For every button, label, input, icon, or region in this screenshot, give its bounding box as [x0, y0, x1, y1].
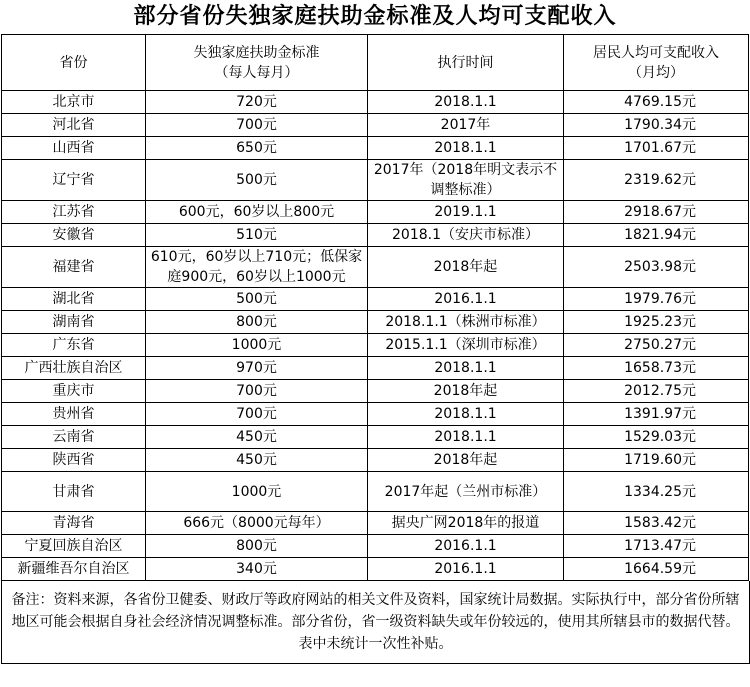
cell-standard: 700元	[146, 403, 368, 426]
cell-time: 2018.1.1	[368, 137, 564, 160]
header-income-label: 居民人均可支配收入	[593, 44, 719, 61]
table-row	[2, 380, 749, 403]
cell-standard: 610元，60岁以上710元；低保家庭900元，60岁以上1000元	[146, 247, 368, 288]
table-row	[2, 334, 749, 357]
cell-standard: 720元	[146, 91, 368, 114]
table-row	[2, 357, 749, 380]
cell-standard: 970元	[146, 357, 368, 380]
cell-standard: 700元	[146, 380, 368, 403]
table-row	[2, 114, 749, 137]
cell-income: 4769.15元	[564, 91, 749, 114]
table-row	[2, 311, 749, 334]
table-row	[2, 449, 749, 472]
cell-time: 2018.1.1	[368, 91, 564, 114]
table-row	[2, 137, 749, 160]
header-standard-label: 失独家庭扶助金标准	[193, 44, 320, 61]
cell-standard: 700元	[146, 114, 368, 137]
cell-time: 2018.1.1	[368, 403, 564, 426]
cell-standard: 666元（8000元每年）	[146, 512, 368, 535]
cell-time: 2018.1（安庆市标准）	[368, 224, 564, 247]
cell-income: 1701.67元	[564, 137, 749, 160]
cell-income: 1719.60元	[564, 449, 749, 472]
cell-time: 2018.1.1（株洲市标准）	[368, 311, 564, 334]
cell-time: 2018年起	[368, 380, 564, 403]
cell-income: 1391.97元	[564, 403, 749, 426]
cell-province: 河北省	[2, 114, 146, 137]
cell-income: 2012.75元	[564, 380, 749, 403]
cell-province: 甘肃省	[2, 472, 146, 512]
cell-province: 宁夏回族自治区	[2, 535, 146, 558]
cell-standard: 450元	[146, 449, 368, 472]
header-province: 省份	[2, 35, 146, 91]
table-row	[2, 160, 749, 201]
cell-province: 广东省	[2, 334, 146, 357]
cell-income: 1925.23元	[564, 311, 749, 334]
cell-province: 安徽省	[2, 224, 146, 247]
cell-province: 云南省	[2, 426, 146, 449]
cell-income: 1658.73元	[564, 357, 749, 380]
table-row	[2, 426, 749, 449]
cell-time: 2016.1.1	[368, 535, 564, 558]
cell-standard: 500元	[146, 160, 368, 201]
cell-time: 2017年	[368, 114, 564, 137]
cell-standard: 340元	[146, 558, 368, 581]
cell-province: 福建省	[2, 247, 146, 288]
table-row	[2, 288, 749, 311]
cell-income: 1664.59元	[564, 558, 749, 581]
cell-province: 新疆维吾尔自治区	[2, 558, 146, 581]
cell-time: 据央广网2018年的报道	[368, 512, 564, 535]
header-income-sub: （月均）	[628, 64, 684, 81]
cell-income: 1979.76元	[564, 288, 749, 311]
cell-time: 2018年起	[368, 449, 564, 472]
table-row	[2, 201, 749, 224]
table-row	[2, 91, 749, 114]
cell-income: 1583.42元	[564, 512, 749, 535]
cell-province: 辽宁省	[2, 160, 146, 201]
cell-time: 2017年（2018年明文表示不调整标准）	[368, 160, 564, 201]
page-title: 部分省份失独家庭扶助金标准及人均可支配收入	[133, 4, 617, 29]
table-row	[2, 535, 749, 558]
cell-income: 1821.94元	[564, 224, 749, 247]
cell-standard: 800元	[146, 311, 368, 334]
cell-income: 2750.27元	[564, 334, 749, 357]
table-row	[2, 472, 749, 512]
header-standard-sub: （每人每月）	[214, 64, 299, 81]
header-income	[564, 35, 749, 91]
cell-standard: 600元，60岁以上800元	[146, 201, 368, 224]
cell-standard: 500元	[146, 288, 368, 311]
cell-income: 1529.03元	[564, 426, 749, 449]
cell-province: 陕西省	[2, 449, 146, 472]
cell-province: 广西壮族自治区	[2, 357, 146, 380]
header-time: 执行时间	[368, 35, 564, 91]
cell-income: 2319.62元	[564, 160, 749, 201]
cell-time: 2016.1.1	[368, 558, 564, 581]
footnote: 备注：资料来源，各省份卫健委、财政厅等政府网站的相关文件及资料，国家统计局数据。实际执行中，部分省份所辖地区可能会根据自身社会经济情况调整标准。部分省份，省一级资料缺失或年份较远的，使用其所辖县市的数据代替。表中未统计一次性补贴。	[1, 581, 750, 664]
cell-income: 1334.25元	[564, 472, 749, 512]
cell-time: 2015.1.1（深圳市标准）	[368, 334, 564, 357]
cell-standard: 1000元	[146, 334, 368, 357]
cell-province: 重庆市	[2, 380, 146, 403]
cell-province: 湖南省	[2, 311, 146, 334]
cell-province: 湖北省	[2, 288, 146, 311]
cell-province: 山西省	[2, 137, 146, 160]
cell-province: 贵州省	[2, 403, 146, 426]
cell-time: 2016.1.1	[368, 288, 564, 311]
cell-time: 2017年起（兰州市标准）	[368, 472, 564, 512]
cell-income: 2503.98元	[564, 247, 749, 288]
cell-province: 北京市	[2, 91, 146, 114]
cell-standard: 1000元	[146, 472, 368, 512]
cell-income: 1790.34元	[564, 114, 749, 137]
cell-province: 青海省	[2, 512, 146, 535]
cell-province: 江苏省	[2, 201, 146, 224]
cell-standard: 510元	[146, 224, 368, 247]
table-row	[2, 224, 749, 247]
table-row	[2, 403, 749, 426]
cell-standard: 650元	[146, 137, 368, 160]
cell-time: 2018年起	[368, 247, 564, 288]
cell-standard: 800元	[146, 535, 368, 558]
cell-time: 2018.1.1	[368, 426, 564, 449]
table-row	[2, 512, 749, 535]
cell-income: 1713.47元	[564, 535, 749, 558]
cell-time: 2018.1.1	[368, 357, 564, 380]
header-row	[2, 35, 749, 91]
cell-standard: 450元	[146, 426, 368, 449]
cell-income: 2918.67元	[564, 201, 749, 224]
data-table	[1, 34, 749, 581]
table-row	[2, 558, 749, 581]
header-standard	[146, 35, 368, 91]
table-row	[2, 247, 749, 288]
cell-time: 2019.1.1	[368, 201, 564, 224]
